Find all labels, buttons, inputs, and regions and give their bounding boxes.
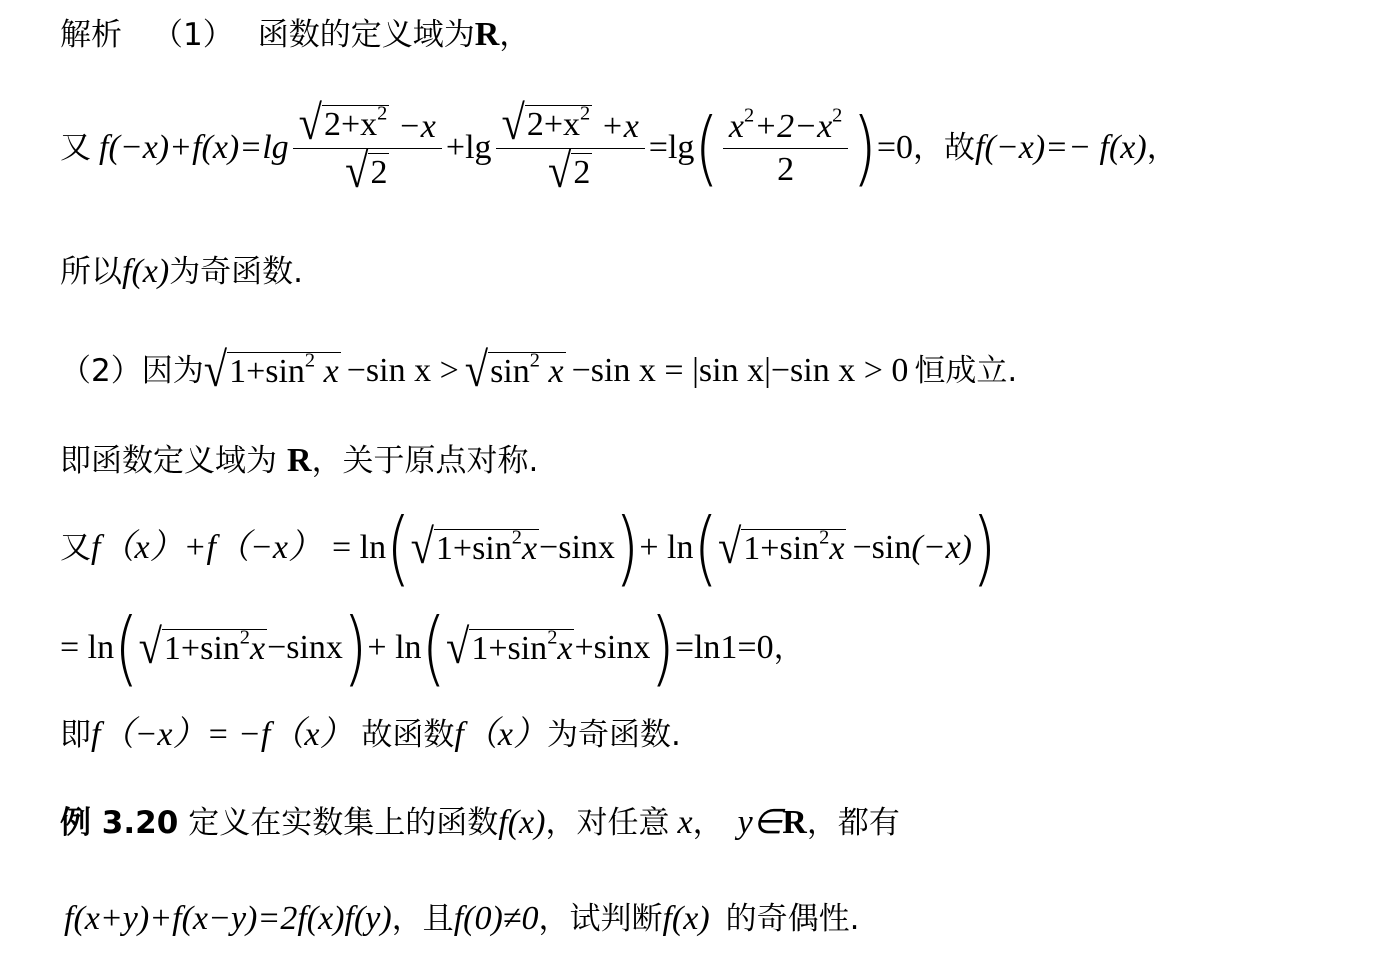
frac2-den: 2 — [573, 153, 591, 191]
line10-post: 的奇偶性. — [725, 900, 860, 937]
fraction-2: √ $2+x^2$ +x √ 2 — [496, 105, 645, 192]
line-8 — [60, 718, 681, 752]
line1-text: 函数的定义域为 — [257, 16, 475, 53]
line9-sep: ， — [692, 804, 724, 841]
line7-rad: 1+sin — [163, 629, 240, 667]
line6-rad2: 1+sin — [743, 529, 820, 567]
line9-y: y∈ — [737, 804, 783, 841]
line-6: 又 f（x）+f（−x） = ln ( √ $1+\sin^2x$ −sinx ) + ln ( √ $1+\sin^2x$ −sin (−x) ) — [60, 499, 997, 595]
line-10 — [64, 902, 860, 936]
frac2-radicand: 2+x — [526, 105, 581, 143]
line-3 — [60, 255, 303, 289]
line9-text: 定义在实数集上的函数 — [188, 804, 499, 841]
line9-R: R — [782, 804, 807, 841]
frac1-radicand: 2+x — [323, 105, 378, 143]
line-9-example — [60, 806, 900, 840]
real-set-symbol: R — [474, 16, 500, 53]
line7-tail: =ln1=0 — [674, 629, 774, 666]
line6-t1: −sinx — [539, 529, 615, 566]
line4-rad2x: x — [548, 352, 564, 390]
line6-t2b: (−x) — [911, 529, 972, 566]
line7-t1: −sinx — [267, 629, 343, 666]
line2-pre: 又 — [60, 129, 91, 166]
line8-a: f（−x）= −f（x） — [91, 716, 354, 753]
punct: ， — [499, 16, 531, 53]
line6-lhs: f（x）+f（−x） — [91, 529, 322, 566]
punct: ， — [1146, 129, 1178, 166]
line9-text2: ，对任意 — [545, 804, 670, 841]
line4-rad1: 1+sin — [229, 352, 305, 390]
line6-pre: 又 — [60, 529, 91, 566]
line-4: （2）因为 √ $1+\sin^2$ x −sin x > √ $\sin^2 x$ −sin x = |sin x|−sin x > 0 恒成立. — [60, 343, 1018, 398]
line8-post: 为奇函数. — [546, 716, 681, 753]
fraction-3: $\frac{x^2+2-x^2}{2}$ — [723, 110, 848, 187]
line4-rad1x: x — [323, 352, 339, 390]
line6-rad: 1+sin — [435, 529, 512, 567]
line8-pre: 即 — [60, 716, 91, 753]
line10-eq: f(x+y)+f(x−y)=2f(x)f(y) — [64, 900, 392, 937]
line6-x2: x — [829, 529, 845, 567]
line7-rad2: 1+sin — [471, 629, 548, 667]
frac1-den: 2 — [370, 153, 388, 191]
line10-text2: ，试判断 — [538, 900, 663, 937]
example-number: 例 3.20 — [60, 804, 179, 841]
punct: ， — [773, 629, 805, 666]
frac2-tail: +x — [600, 107, 639, 145]
line3-post: 为奇函数. — [169, 253, 304, 290]
line2-lhs: f(−x)+f(x)=lg — [99, 129, 289, 166]
line4-post: 恒成立. — [914, 352, 1018, 389]
eq-lg: =lg — [648, 129, 695, 166]
line4-mid2: −sin x = |sin x|−sin x > 0 — [571, 352, 909, 389]
line6-plusln: + ln — [639, 529, 694, 566]
line9-text3: ，都有 — [806, 804, 900, 841]
line-2-formula: 又 f(−x)+f(x)=lg √ $2+x^2$ −x √ 2 +lg √ $2+x^2$ +x √ 2 =lg ( $\frac{x^2+2-x^2}{2}$ ) =0 ，故 f(−x)=− f(x) ， — [60, 95, 1178, 198]
frac3-x: x — [728, 107, 744, 145]
frac3-den: 2 — [777, 150, 795, 188]
line-7: = ln ( √ $1+\sin^2x$ −sinx ) + ln ( √ $1+\sin^2x$ +sinx ) =ln1=0 ， — [60, 599, 805, 695]
line-1 — [60, 18, 530, 52]
plus-lg: +lg — [445, 129, 492, 166]
line6-t2: −sin — [852, 529, 912, 566]
line9-fx: f(x) — [498, 804, 546, 841]
line4-mid1: −sin x > — [346, 352, 459, 389]
frac1-tail: −x — [397, 107, 436, 145]
line3-fx: f(x) — [122, 253, 170, 290]
line2-sep: ，故 — [913, 129, 976, 166]
line5-post: ，关于原点对称. — [311, 442, 539, 479]
line9-x: x — [677, 804, 693, 841]
line4-rad2: sin — [490, 352, 530, 390]
eq-zero: =0 — [876, 129, 914, 166]
line10-cond: f(0)≠0 — [453, 900, 539, 937]
line7-eq: = ln — [60, 629, 115, 666]
line10-text: ，且 — [391, 900, 454, 937]
line8-b: f（x） — [454, 716, 547, 753]
line7-plusln: + ln — [367, 629, 422, 666]
line5-R: R — [287, 442, 312, 479]
solution-heading: 解析 — [60, 16, 122, 53]
line7-t2: +sinx — [574, 629, 651, 666]
line8-mid: 故函数 — [361, 716, 455, 753]
line-5 — [60, 444, 538, 478]
line4-pre: （2）因为 — [60, 352, 204, 389]
line7-x: x — [249, 629, 266, 667]
line3-pre: 所以 — [60, 253, 122, 290]
line2-conclusion: f(−x)=− f(x) — [975, 129, 1147, 166]
line5-pre: 即函数定义域为 — [60, 442, 277, 479]
line10-fx: f(x) — [662, 900, 710, 937]
fraction-1: √ $2+x^2$ −x √ 2 — [293, 105, 442, 192]
line6-x: x — [521, 529, 538, 567]
line6-eq: = ln — [331, 529, 387, 566]
line7-x2: x — [557, 629, 573, 667]
frac3-mid: +2−x — [754, 107, 833, 145]
part-number: （1） — [152, 16, 234, 53]
